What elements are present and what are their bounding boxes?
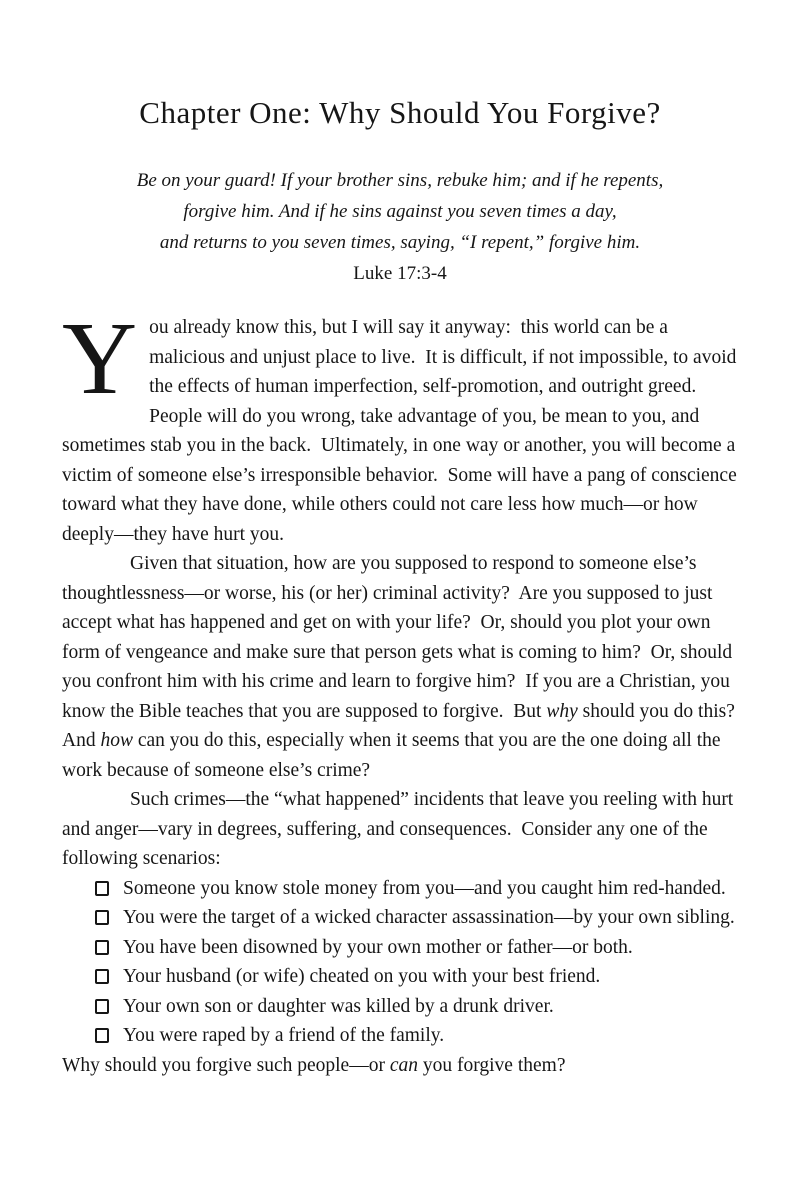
- scenario-list-item: [62, 903, 738, 933]
- italic-text: can: [389, 1054, 418, 1076]
- italic-text: why: [546, 700, 578, 722]
- checkbox-bullet-icon: [95, 999, 109, 1014]
- chapter-title: Chapter One: Why Should You Forgive?: [139, 95, 661, 130]
- checkbox-bullet-icon: [95, 910, 109, 925]
- checkbox-bullet-icon: [95, 1028, 109, 1043]
- closing-line: [62, 1051, 738, 1081]
- text-run: can you do this, especially when it seems that you are the one doing all the work because of someone else’s crime?: [62, 730, 726, 781]
- paragraph: [62, 301, 742, 549]
- epigraph-line: and returns to you seven times, saying, “I repent,” forgive him.: [159, 232, 641, 253]
- epigraph-line: Be on your guard! If your brother sins, rebuke him; and if he repents,: [136, 170, 664, 191]
- text-run: Why should you forgive such people—or: [62, 1054, 390, 1076]
- scenario-list-item: [62, 874, 738, 904]
- text-run: Such crimes—the “what happened” incidents that leave you reeling with hurt and anger—vary in degrees, suffering, and consequences. Consider any one of the following scenarios:: [62, 789, 739, 869]
- scenario-list-item: [62, 992, 738, 1022]
- scenario-list-item: [62, 1021, 738, 1051]
- text-run: you forgive them?: [418, 1054, 566, 1076]
- scenario-list-item: [62, 962, 738, 992]
- scenario-list: [62, 874, 738, 1051]
- text-run: You were the target of a wicked character assassination—by your own sibling.: [123, 907, 735, 928]
- text-run: Someone you know stole money from you—and you caught him red-handed.: [123, 877, 726, 899]
- text-run: You have been disowned by your own mother or father—or both.: [123, 936, 633, 958]
- italic-text: how: [100, 730, 133, 751]
- checkbox-bullet-icon: [95, 881, 109, 896]
- paragraph: [62, 549, 744, 785]
- text-run: Your husband (or wife) cheated on you with your best friend.: [123, 966, 601, 987]
- text-run: You were raped by a friend of the family.: [123, 1025, 445, 1046]
- text-run: Given that situation, how are you supposed to respond to someone else’s thoughtlessness—or worse, his (or her) criminal activity? Are you supposed to just accept what has happened and get on with your life? Or, should you plot your own form of vengeance and make sure that person gets what is coming to him? Or, should you confront him with his crime and learn to forgive him? If you are a Christian, you know the Bible teaches that you are supposed to forgive. But: [62, 553, 738, 722]
- paragraph: [62, 785, 738, 874]
- text-run: should you do this? And: [62, 700, 744, 751]
- body-text: [62, 301, 744, 1080]
- text-run: Your own son or daughter was killed by a drunk driver.: [123, 995, 554, 1017]
- text-run: ou already know this, but I will say it anyway: this world can be a malicious and unjust place to live. It is difficult, if not impossible, to avoid the effects of human imperfection, self-promotion, and outright greed. People will do you wrong, take advantage of you, be mean to you, and sometimes stab you in the back. Ultimately, in one way or another, you will become a victim of someone else’s irresponsible behavior. Some will have a pang of conscience toward what they have done, while others could not care less how much—or how deeply—they have hurt you.: [62, 317, 742, 545]
- epigraph: [0, 165, 800, 289]
- checkbox-bullet-icon: [95, 940, 109, 955]
- scenario-list-item: [62, 933, 738, 963]
- epigraph-line: forgive him. And if he sins against you seven times a day,: [183, 201, 617, 222]
- epigraph-citation: Luke 17:3-4: [353, 263, 447, 284]
- checkbox-bullet-icon: [95, 969, 109, 984]
- drop-cap: Y: [62, 301, 138, 416]
